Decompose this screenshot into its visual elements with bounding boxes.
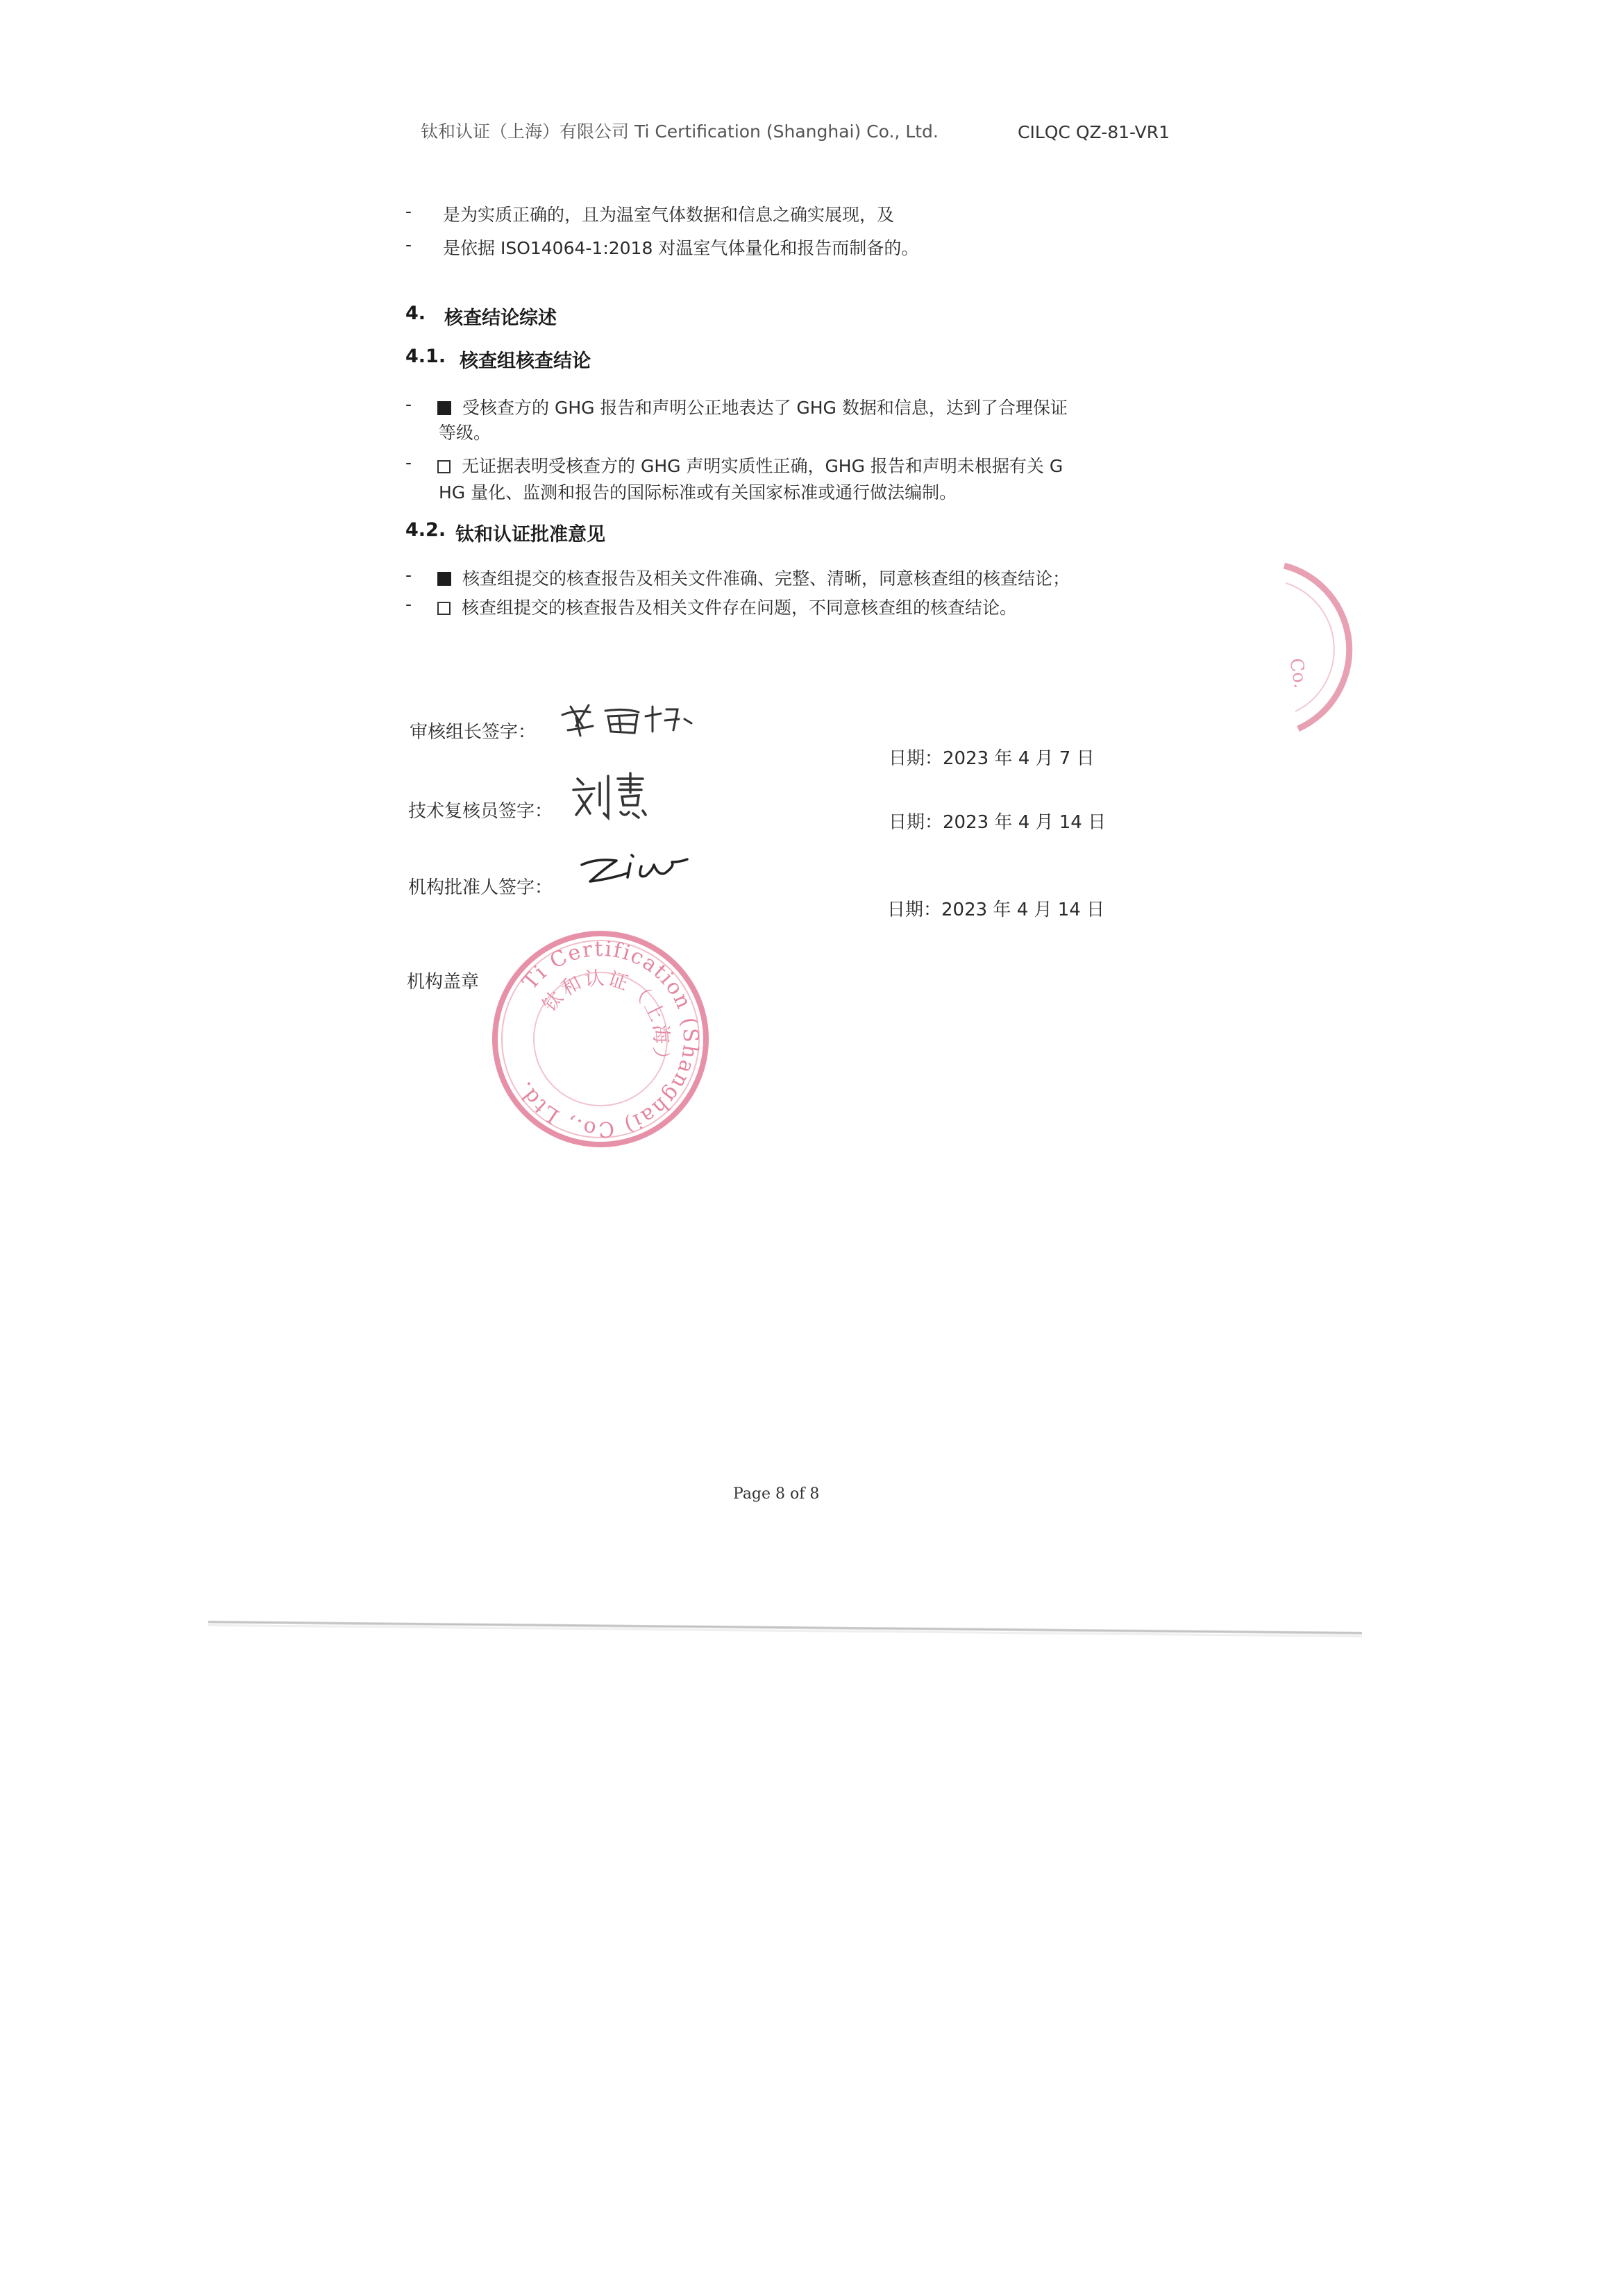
conclusion-text-line1: 无证据表明受核查方的 GHG 声明实质性正确，GHG 报告和声明未根据有关 G: [462, 456, 1063, 476]
section-4-1-number: 4.1.: [405, 346, 446, 367]
section-4-2-heading: [405, 519, 822, 544]
bullet-dash: -: [405, 235, 412, 255]
seal-outer-text: Ti Certification (Shanghai) Co., Ltd.: [511, 936, 703, 1142]
bullet-dash: -: [405, 394, 412, 414]
reviewer-signature: [569, 769, 653, 825]
approver-signature: [576, 845, 701, 894]
checked-box-icon: [437, 572, 451, 586]
seal-inner-text: 钛和认证（上海）有限公司: [537, 966, 673, 1073]
leader-signature-date: 日期：2023 年 4 月 7 日: [889, 748, 1095, 769]
approver-signature-label: 机构批准人签字：: [408, 877, 553, 898]
bullet-dash: -: [405, 453, 412, 473]
approval-text: 核查组提交的核查报告及相关文件准确、完整、清晰，同意核查组的核查结论；: [462, 568, 1070, 589]
seal-label: 机构盖章: [407, 972, 480, 993]
approver-signature-date: 日期：2023 年 4 月 14 日: [887, 900, 1105, 920]
reviewer-signature-date: 日期：2023 年 4 月 14 日: [889, 812, 1107, 833]
partial-seal-edge: [1270, 555, 1354, 743]
section-4-title: 核查结论综述: [444, 307, 557, 329]
intro-bullet-text: 是依据 ISO14064-1:2018 对温室气体量化和报告而制备的。: [443, 238, 919, 258]
header-doc-code: CILQC QZ-81-VR1: [1018, 122, 1170, 142]
section-4-heading: [405, 303, 822, 328]
section-4-1-heading: [405, 346, 822, 371]
approval-text: 核查组提交的核查报告及相关文件存在问题，不同意核查组的核查结论。: [462, 598, 1018, 618]
leader-signature: [555, 687, 715, 743]
bullet-dash: -: [405, 201, 412, 221]
reviewer-signature-label: 技术复核员签字：: [408, 801, 553, 822]
unchecked-box-icon: [437, 602, 451, 615]
checked-box-icon: [437, 401, 451, 415]
conclusion-text-line2: HG 量化、监测和报告的国际标准或有关国家标准或通行做法编制。: [439, 482, 957, 503]
bullet-dash: -: [405, 565, 412, 585]
leader-signature-label: 审核组长签字：: [410, 722, 537, 743]
section-4-number: 4.: [405, 303, 426, 324]
section-4-1-title: 核查组核查结论: [460, 351, 591, 372]
conclusion-text-line2: 等级。: [439, 423, 491, 443]
header-company: 钛和认证（上海）有限公司 Ti Certification (Shanghai) Co., Ltd.: [421, 121, 939, 142]
page-number: Page 8 of 8: [733, 1485, 820, 1503]
conclusion-text-line1: 受核查方的 GHG 报告和声明公正地表达了 GHG 数据和信息，达到了合理保证: [462, 398, 1068, 418]
svg-text:Co.: Co.: [1285, 657, 1311, 690]
bullet-dash: -: [405, 594, 412, 614]
section-4-2-title: 钛和认证批准意见: [455, 524, 605, 546]
unchecked-box-icon: [437, 460, 451, 473]
intro-bullet-text: 是为实质正确的，且为温室气体数据和信息之确实展现，及: [443, 205, 895, 225]
company-seal: [486, 925, 715, 1154]
section-4-2-number: 4.2.: [405, 519, 446, 541]
